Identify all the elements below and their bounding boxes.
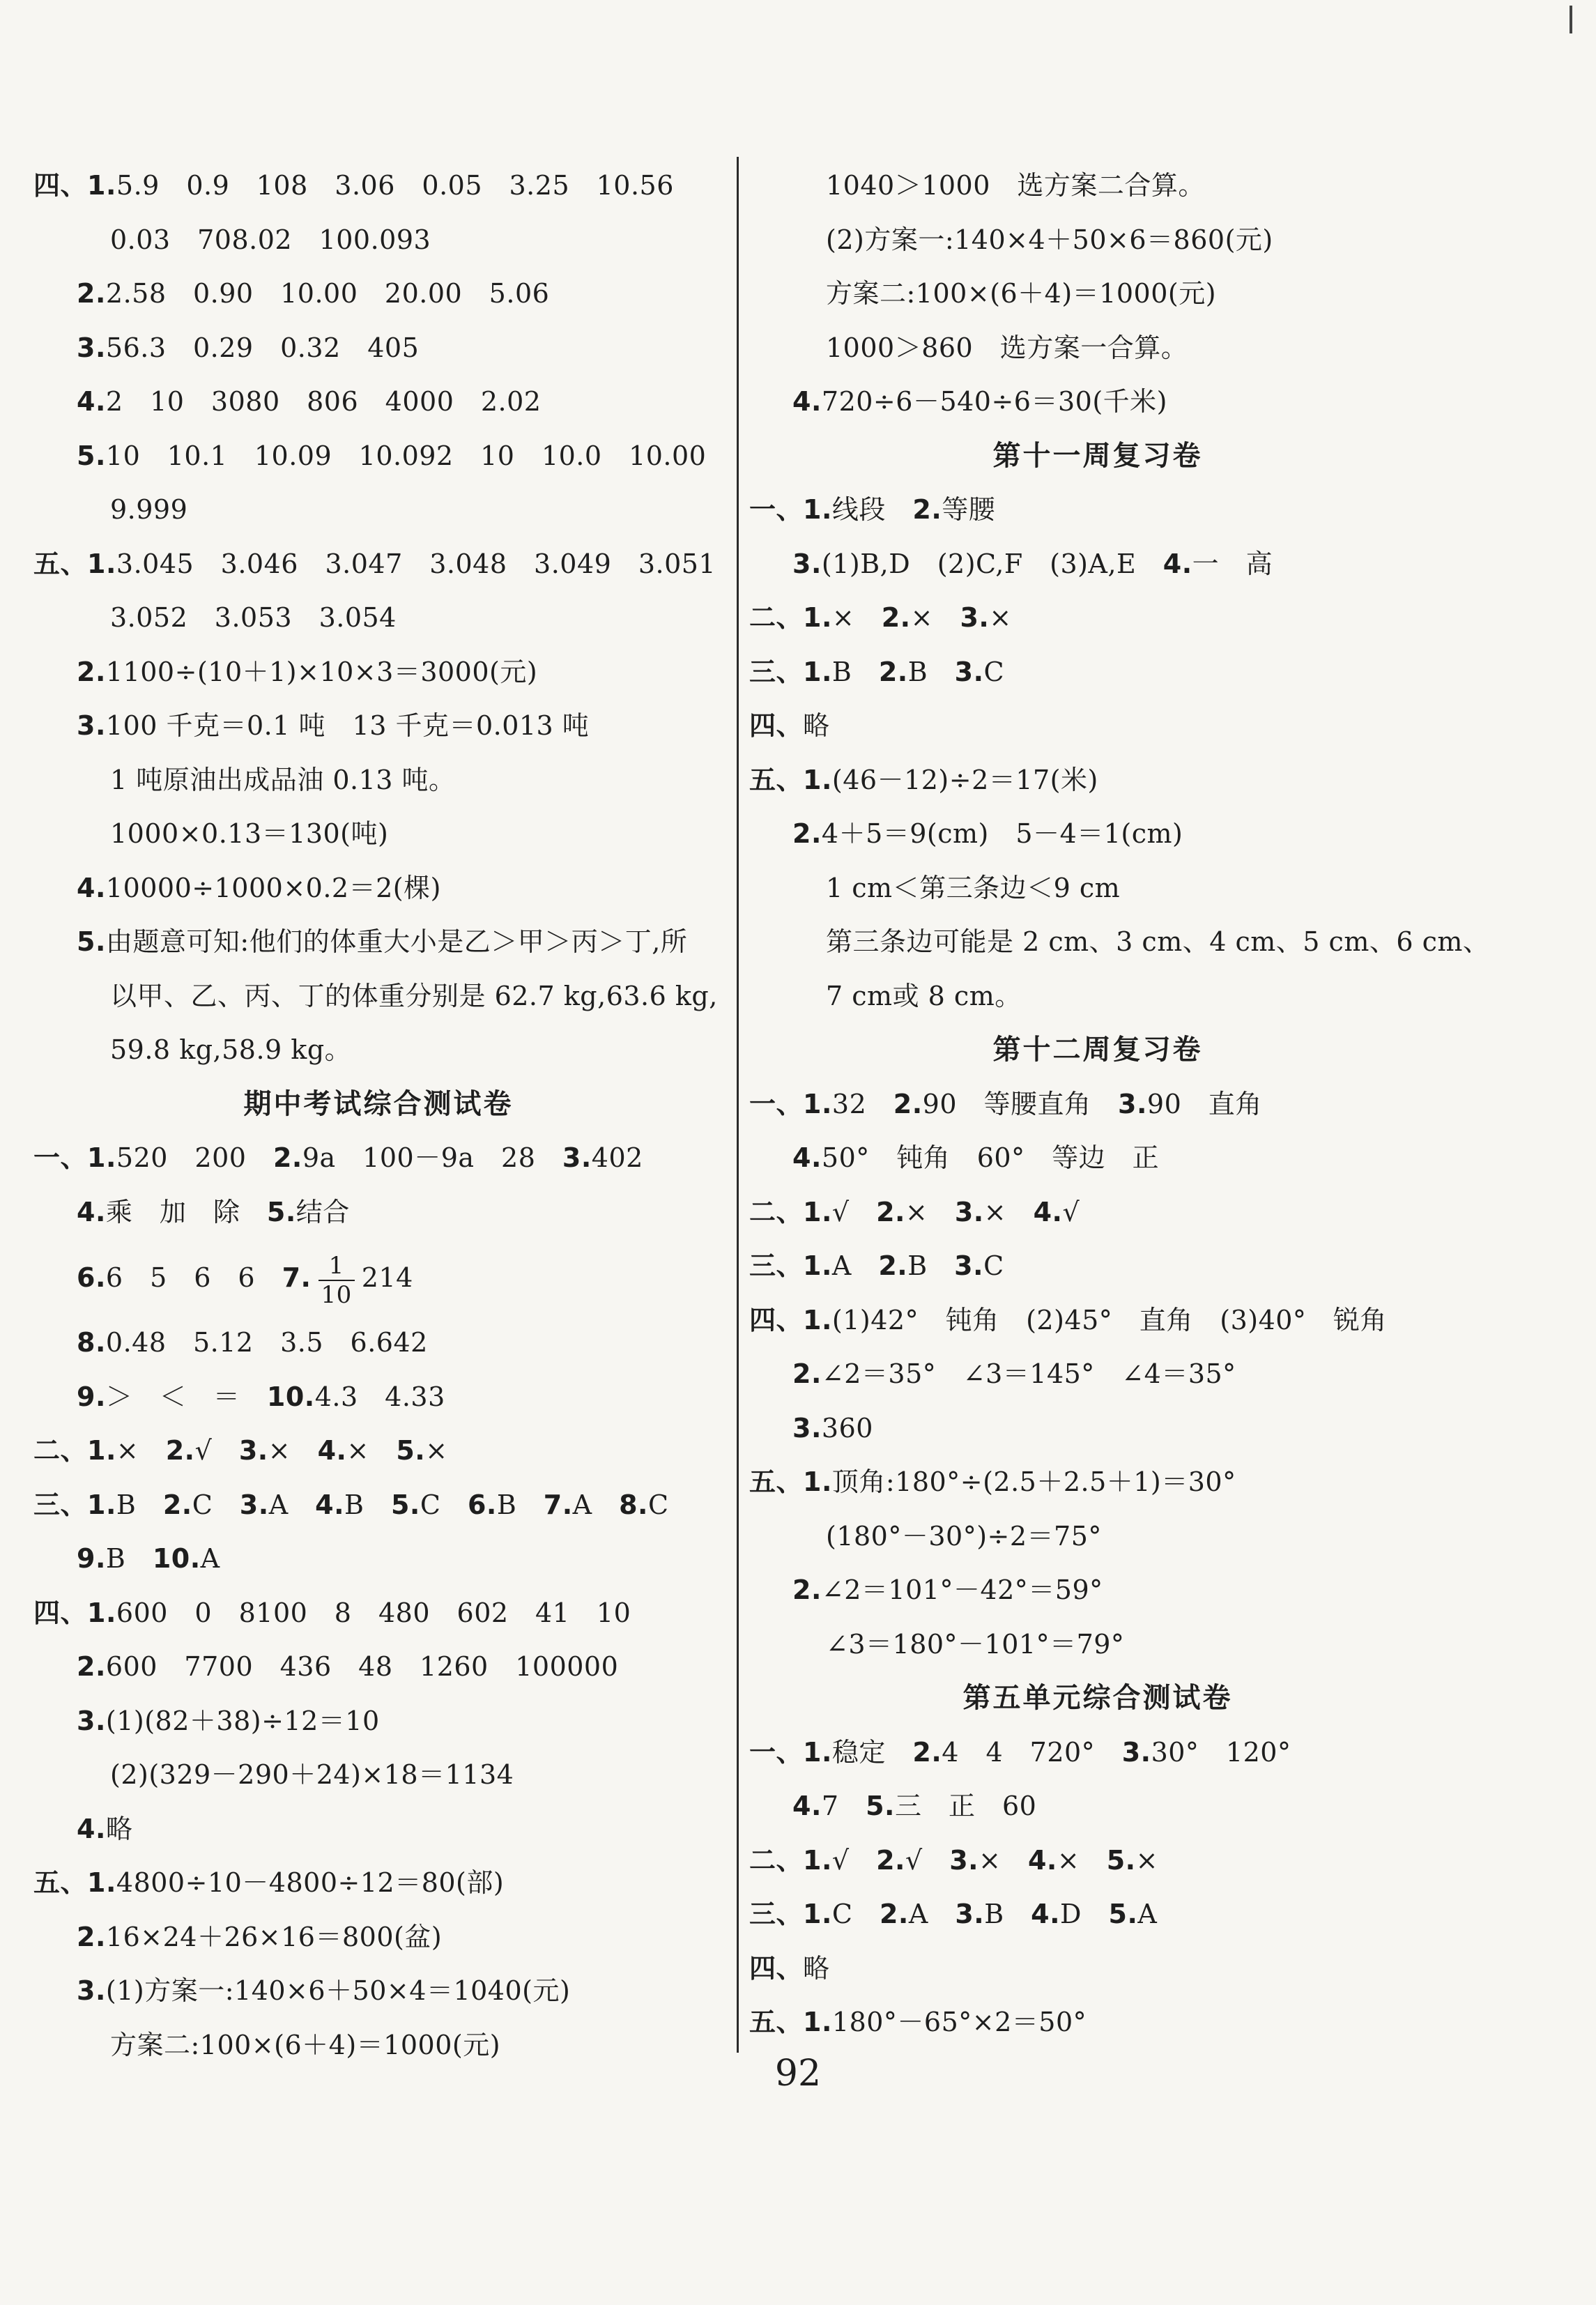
answer-text: 方案二:100×(6＋4)＝1000(元) [826,278,1217,309]
answer-line [749,159,1446,213]
question-number: 4. [77,872,106,903]
question-number: 二、1. [749,602,832,633]
answer-line [33,1186,723,1240]
answer-text: 顶角:180°÷(2.5＋2.5＋1)＝30° [831,1467,1236,1497]
question-number: 五、1. [749,2007,832,2037]
question-number: 10. [266,1381,315,1412]
question-number: 五、1. [33,1867,116,1898]
answer-text: 600 7700 436 48 1260 100000 [105,1651,619,1682]
answer-text: √ [831,1844,877,1876]
answer-text: ＞ ＜ ＝ [105,1381,267,1412]
answer-line [33,159,723,213]
fraction-numerator: 1 [319,1254,355,1281]
answer-line [749,1294,1446,1348]
question-number: 3. [792,1412,822,1444]
answer-text: (1)方案一:140×6＋50×4＝1040(元) [105,1975,571,2006]
answer-line [33,429,723,484]
answer-text: 7 [821,1791,866,1821]
section-title: 第十一周复习卷 [992,439,1203,472]
page-number: 92 [774,2053,822,2095]
question-number: 2. [912,494,942,525]
answer-text: C [648,1489,669,1520]
answer-text: √ [831,1196,877,1227]
answer-text: (2)方案一:140×4＋50×6＝860(元) [826,224,1273,255]
answer-line [749,1834,1446,1888]
answer-text: 90 等腰直角 [922,1088,1118,1119]
answer-text: × [268,1435,318,1466]
question-number: 4. [1031,1899,1061,1929]
answer-text: 3.052 3.053 3.054 [110,602,397,633]
answer-text: 10 10.1 10.09 10.092 10 10.0 10.00 [105,440,707,471]
question-number: 9. [77,1543,106,1574]
answer-text: 三 正 60 [894,1791,1037,1821]
answer-line [33,1370,723,1425]
answer-line [749,537,1446,592]
answer-text: 由题意可知:他们的体重大小是乙＞甲＞丙＞丁,所 [105,926,688,957]
answer-text: 4.3 4.33 [314,1381,445,1412]
answer-line [749,699,1446,753]
question-number: 9. [77,1381,106,1412]
answer-text: 1 cm＜第三条边＜9 cm [826,872,1121,903]
question-number: 7. [543,1489,573,1520]
answer-text: × [1135,1844,1158,1876]
answer-text: 第三条边可能是 2 cm、3 cm、4 cm、5 cm、6 cm、 [826,926,1490,957]
question-number: 一、1. [33,1142,116,1173]
question-number: 2. [792,818,822,849]
answer-text: 4800÷10－4800÷12＝80(部) [116,1867,505,1898]
question-number: 3. [77,1975,106,2006]
question-number: 3. [1121,1736,1151,1768]
answer-line [33,645,723,700]
answer-line [749,1563,1446,1618]
question-number: 3. [954,1196,984,1227]
left-column [33,159,723,2072]
question-number: 5. [77,926,106,957]
answer-line [33,1532,723,1586]
question-number: 7. [282,1262,312,1293]
answer-text: A [268,1489,316,1520]
question-number: 四、1. [33,1597,116,1628]
answer-text: B [105,1543,153,1574]
question-number: 4. [315,1489,345,1520]
answer-text: A [1137,1899,1158,1929]
question-number: 三、1. [749,1899,832,1929]
answer-text: 360 [821,1412,873,1444]
answer-text: (180°－30°)÷2＝75° [826,1520,1102,1552]
answer-line [33,915,723,970]
answer-text: A [831,1250,879,1281]
question-number: 二、1. [749,1844,832,1876]
question-number: 4. [77,1813,106,1844]
answer-text: B [496,1489,544,1520]
answer-text: A [908,1899,956,1929]
answer-text: D [1060,1899,1109,1929]
answer-text: 1100÷(10＋1)×10×3＝3000(元) [105,656,538,687]
question-number: 一、1. [749,1736,832,1768]
answer-line [33,1131,723,1186]
question-number: 2. [879,1899,909,1929]
answer-text: 方案二:100×(6＋4)＝1000(元) [110,2029,501,2060]
answer-line [33,1239,723,1316]
answer-line [33,1802,723,1857]
answer-text: 520 200 [116,1142,273,1173]
answer-text: 180°－65°×2＝50° [831,2007,1087,2037]
question-number: 3. [77,710,106,741]
answer-line [749,1078,1446,1132]
answer-line [33,1640,723,1694]
answer-line [33,591,723,645]
answer-text: √ [1062,1196,1080,1227]
question-number: 2. [876,1844,905,1876]
answer-line [749,970,1446,1024]
answer-text: 5.9 0.9 108 3.06 0.05 3.25 10.56 [116,170,674,201]
answer-line [33,1910,723,1965]
question-number: 5. [866,1791,895,1821]
answer-text: 稳定 [831,1736,913,1768]
question-number: 2. [77,278,106,309]
question-number: 2. [273,1142,302,1173]
answer-text: 10000÷1000×0.2＝2(棵) [105,872,441,903]
answer-line [749,213,1446,268]
answer-text: 略 [105,1813,133,1844]
answer-line [33,1478,723,1533]
question-number: 3. [238,1435,268,1466]
question-number: 二、1. [33,1435,116,1466]
answer-text: 16×24＋26×16＝800(盆) [105,1921,443,1952]
answer-line [33,321,723,376]
question-number: 2. [878,656,908,687]
answer-line [749,483,1446,537]
question-number: 4. [792,1142,822,1173]
answer-text: B [907,1250,955,1281]
answer-line [749,1347,1446,1402]
answer-text: 2 10 3080 806 4000 2.02 [105,386,542,417]
question-number: 4. [1027,1844,1057,1876]
answer-line [33,1964,723,2019]
section-title: 期中考试综合测试卷 [243,1087,514,1120]
answer-line [33,267,723,321]
answer-line [33,1586,723,1641]
question-number: 三、1. [33,1489,116,1520]
answer-text: √ [194,1435,239,1466]
question-number: 3. [77,1705,106,1736]
answer-line [33,807,723,861]
answer-text: (46－12)÷2＝17(米) [831,764,1098,795]
answer-text: C [192,1489,240,1520]
answer-text: 结合 [296,1196,350,1227]
answer-text: 线段 [831,494,913,525]
answer-text: 90 直角 [1146,1088,1262,1119]
question-number: 五、1. [33,548,116,579]
answer-text: 4＋5＝9(cm) 5－4＝1(cm) [821,818,1183,849]
answer-line [33,1856,723,1910]
answer-text: (1)42° 钝角 (2)45° 直角 (3)40° 锐角 [831,1304,1387,1335]
answer-text: × [989,602,1012,633]
answer-line [33,375,723,429]
question-number: 2. [77,1651,106,1682]
answer-text: × [979,1844,1028,1876]
answer-text: 59.8 kg,58.9 kg。 [110,1034,352,1065]
answer-text: 3.045 3.046 3.047 3.048 3.049 3.051 [116,548,716,579]
question-number: 三、1. [749,1250,832,1281]
question-number: 2. [792,1358,822,1389]
answer-line [749,1726,1446,1780]
question-number: 5. [1106,1844,1136,1876]
question-number: 2. [77,656,106,687]
answer-text: ∠2＝101°－42°＝59° [821,1575,1103,1605]
answer-text: 600 0 8100 8 480 602 41 10 [116,1597,631,1628]
answer-line [749,807,1446,861]
answer-text: C [983,656,1005,687]
answer-text: 32 [831,1088,893,1119]
question-number: 5. [390,1489,420,1520]
answer-line [749,915,1490,970]
section-title: 第十二周复习卷 [992,1034,1203,1066]
section-title: 第五单元综合测试卷 [962,1682,1233,1714]
question-number: 4. [792,386,822,417]
question-number: 3. [562,1142,592,1173]
question-number: 3. [949,1844,979,1876]
question-number: 4. [1163,548,1192,579]
right-column [749,159,1490,2050]
question-number: 2. [162,1489,192,1520]
question-number: 五、1. [749,764,832,795]
answer-text: ∠3＝180°－101°＝79° [826,1628,1125,1660]
answer-line [33,1694,723,1749]
corner-mark [1570,6,1572,33]
answer-text: × [910,602,960,633]
answer-text: 100 千克＝0.1 吨 13 千克＝0.013 吨 [105,710,590,741]
answer-text: 0.48 5.12 3.5 6.642 [105,1327,428,1358]
answer-text: 一 高 [1192,548,1273,579]
answer-text: B [907,656,955,687]
answer-text: √ [905,1844,950,1876]
question-number: 8. [77,1327,106,1358]
question-number: 四、 [749,710,804,741]
answer-text: 214 [361,1262,413,1293]
question-number: 4. [1033,1196,1063,1227]
answer-text: 402 [591,1142,643,1173]
answer-text: (2)(329－290＋24)×18＝1134 [110,1759,514,1790]
answer-text: × [983,1196,1034,1227]
question-number: 一、1. [749,1088,832,1119]
question-number: 5. [77,440,106,471]
question-number: 2. [893,1088,923,1119]
question-number: 6. [467,1489,497,1520]
question-number: 四、1. [749,1304,832,1335]
answer-line [749,1402,1446,1456]
answer-line [33,1748,723,1802]
answer-line [33,483,723,537]
answer-line [33,537,723,592]
answer-line [749,1186,1446,1240]
question-number: 四、1. [33,170,116,201]
answer-text: 乘 加 除 [105,1196,267,1227]
answer-text: (1)B,D (2)C,F (3)A,E [821,548,1163,579]
question-number: 2. [912,1736,942,1768]
answer-text: B [984,1899,1031,1929]
answer-text: 等腰 [942,494,996,525]
answer-line [33,861,723,916]
answer-text: 50° 钝角 60° 等边 正 [821,1142,1160,1173]
question-number: 四、 [749,1952,804,1984]
answer-text: × [425,1435,448,1466]
answer-text: 720÷6－540÷6＝30(千米) [821,386,1167,417]
question-number: 6. [77,1262,106,1293]
answer-text: 1000×0.13＝130(吨) [110,818,389,849]
answer-line [749,321,1446,376]
question-number: 4. [792,1791,822,1821]
answer-text: 以甲、乙、丙、丁的体重分别是 62.7 kg,63.6 kg, [110,980,718,1011]
answer-line [33,213,723,268]
question-number: 3. [955,1899,985,1929]
question-number: 5. [1108,1899,1138,1929]
question-number: 二、1. [749,1196,832,1227]
question-number: 4. [77,386,106,417]
answer-text: 6 5 6 6 [105,1262,282,1293]
question-number: 3. [954,1250,984,1281]
answer-line [749,591,1446,645]
answer-line [33,699,723,753]
question-number: 3. [77,332,106,363]
question-number: 4. [317,1435,347,1466]
answer-text: × [1057,1844,1107,1876]
question-number: 3. [792,548,822,579]
answer-text: C [831,1899,880,1929]
answer-text: B [116,1489,163,1520]
question-number: 5. [266,1196,296,1227]
answer-line [749,753,1446,808]
answer-line [33,1424,723,1478]
answer-line [749,1996,1446,2050]
answer-text: 略 [803,710,830,741]
answer-line [749,267,1446,321]
answer-line [749,1131,1446,1186]
question-number: 3. [1118,1088,1147,1119]
answer-text: 1040＞1000 选方案二合算。 [826,170,1205,201]
answer-text: 9.999 [110,494,188,525]
answer-text: 1 吨原油出成品油 0.13 吨。 [110,764,456,795]
answer-text: 7 cm或 8 cm。 [826,980,1022,1011]
answer-text: × [831,602,882,633]
answer-text: 9a 100－9a 28 [302,1142,562,1173]
answer-line [749,1510,1446,1564]
question-number: 2. [77,1921,106,1952]
answer-line [749,861,1446,916]
answer-text: × [905,1196,955,1227]
answer-text: 略 [803,1952,830,1984]
column-divider [737,157,739,2053]
question-number: 5. [396,1435,426,1466]
question-number: 三、1. [749,656,832,687]
question-number: 10. [152,1543,201,1574]
answer-text: (1)(82＋38)÷12＝10 [105,1705,380,1736]
question-number: 3. [954,656,984,687]
answer-line [33,970,723,1024]
answer-text: B [831,656,879,687]
answer-line [749,1618,1446,1672]
question-number: 五、1. [749,1467,832,1497]
question-number: 2. [165,1435,195,1466]
answer-text: A [572,1489,620,1520]
question-number: 3. [239,1489,269,1520]
answer-line [749,1779,1446,1834]
answer-text: 1000＞860 选方案一合算。 [826,332,1188,363]
answer-line [33,1023,723,1078]
answer-text: × [116,1435,166,1466]
question-number: 2. [878,1250,908,1281]
answer-line [749,1942,1446,1996]
question-number: 4. [77,1196,106,1227]
answer-text: 4 4 720° [942,1736,1122,1768]
answer-text: C [420,1489,468,1520]
answer-line [33,753,723,808]
answer-text: × [346,1435,397,1466]
fraction [319,1251,355,1309]
answer-line [33,1316,723,1370]
answer-text: A [200,1543,220,1574]
question-number: 8. [619,1489,648,1520]
question-number: 一、1. [749,494,832,525]
answer-line [749,375,1446,429]
answer-text: C [983,1250,1004,1281]
answer-line [749,1455,1446,1510]
question-number: 2. [876,1196,905,1227]
question-number: 2. [881,602,911,633]
answer-line [749,1239,1446,1294]
answer-text: ∠2＝35° ∠3＝145° ∠4＝35° [821,1358,1236,1389]
answer-text: B [344,1489,391,1520]
answer-text: 0.03 708.02 100.093 [110,224,431,255]
question-number: 2. [792,1575,822,1605]
answer-line [749,645,1446,700]
question-number: 3. [960,602,990,633]
answer-text: 30° 120° [1151,1736,1291,1768]
answer-text: 56.3 0.29 0.32 405 [105,332,420,363]
fraction-denominator: 10 [321,1280,352,1309]
answer-text: 2.58 0.90 10.00 20.00 5.06 [105,278,550,309]
answer-line [749,1887,1446,1942]
